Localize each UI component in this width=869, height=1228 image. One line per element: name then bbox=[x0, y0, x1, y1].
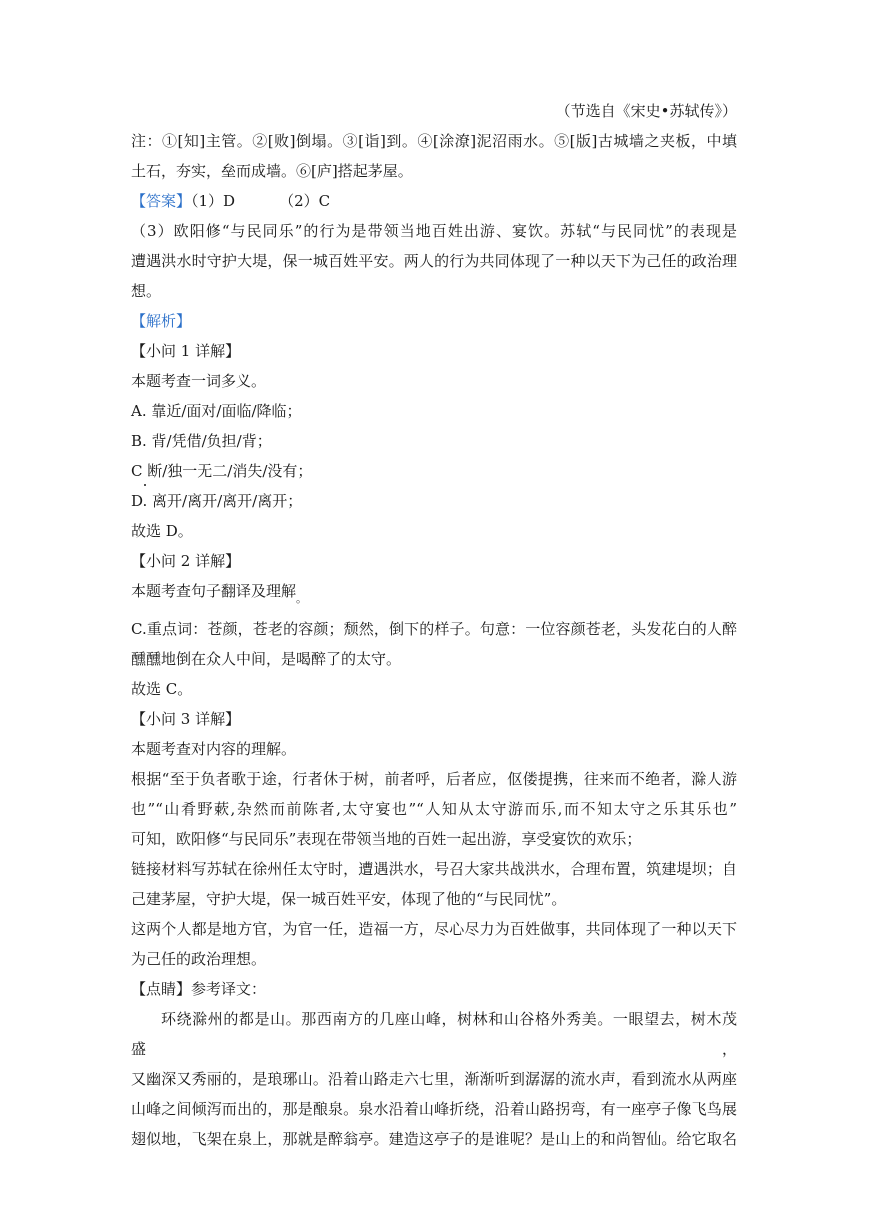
answer-part-3-line-2: 遭遇洪水时守护大堤，保一城百姓平安。两人的行为共同体现了一种以天下为己任的政治理 bbox=[131, 252, 737, 270]
q3-line-6: 己建茅屋，守护大堤，保一城百姓平安，体现了他的“与民同忧”。 bbox=[131, 890, 567, 908]
q2-heading: 【小问 2 详解】 bbox=[131, 552, 241, 570]
note-line-2: 土石，夯实，垒而成墙。⑥[庐]搭起茅屋。 bbox=[131, 162, 413, 180]
translation-line-4: 翅似地，飞架在泉上，那就是醉翁亭。建造这亭子的是谁呢？是山上的和尚智仙。给它取名 bbox=[131, 1130, 737, 1148]
translation-line-2: 又幽深又秀丽的，是琅琊山。沿着山路走六七里，渐渐听到潺潺的流水声，看到流水从两座 bbox=[131, 1070, 737, 1088]
q1-line-6: 故选 D。 bbox=[131, 522, 193, 540]
q2-intro: 本题考查句子翻译及理解 bbox=[131, 582, 297, 600]
q1-heading: 【小问 1 详解】 bbox=[131, 342, 241, 360]
translation-line-1: 环绕滁州的都是山。那西南方的几座山峰，树林和山谷格外秀美。一眼望去，树木茂盛， bbox=[131, 1010, 737, 1058]
q1-line-3: B. 背/凭借/负担/背； bbox=[131, 432, 272, 450]
note-line-1: 注：①[知]主管。②[败]倒塌。③[诣]到。④[涂潦]泥沼雨水。⑤[版]古城墙之夹板，中填 bbox=[131, 132, 737, 150]
q1-line-5: D. 离开/离开/离开/离开； bbox=[131, 492, 303, 510]
q3-heading: 【小问 3 详解】 bbox=[131, 710, 241, 728]
answer-part-3-line-1: （3）欧阳修“与民同乐”的行为是带领当地百姓出游、宴饮。苏轼“与民同忧”的表现是 bbox=[131, 222, 737, 240]
q3-line-1: 本题考查对内容的理解。 bbox=[131, 740, 297, 758]
source-citation: （节选自《宋史•苏轼传》） bbox=[555, 102, 737, 120]
q2-line-1: C.重点词：苍颜，苍老的容颜；颓然，倒下的样子。句意：一位容颜苍老，头发花白的人醉 bbox=[131, 620, 737, 638]
document-page bbox=[131, 96, 737, 1154]
answer-part-3-line-3: 想。 bbox=[131, 282, 162, 300]
q3-line-2: 根据“至于负者歌于途，行者休于树，前者呼，后者应，伛偻提携，往来而不绝者，滁人游 bbox=[131, 770, 737, 788]
emphasis-dot bbox=[144, 484, 146, 486]
translation-line-3: 山峰之间倾泻而出的，那是酿泉。泉水沿着山峰折绕，沿着山路拐弯，有一座亭子像飞鸟展 bbox=[131, 1100, 737, 1118]
answer-part-2: （2）C bbox=[279, 192, 331, 210]
q3-line-3: 也”“山肴野蔌,杂然而前陈者,太守宴也”“人知从太守游而乐,而不知太守之乐其乐也” bbox=[131, 800, 737, 818]
q2-intro-mark: 。 bbox=[296, 592, 308, 605]
q1-line-1: 本题考查一词多义。 bbox=[131, 372, 267, 390]
analysis-label: 【解析】 bbox=[131, 312, 192, 330]
q3-line-7: 这两个人都是地方官，为官一任，造福一方，尽心尽力为百姓做事，共同体现了一种以天下 bbox=[131, 920, 737, 938]
q3-line-4: 可知，欧阳修“与民同乐”表现在带领当地的百姓一起出游，享受宴饮的欢乐； bbox=[131, 830, 642, 848]
q3-line-8: 为己任的政治理想。 bbox=[131, 950, 267, 968]
q2-line-2: 醺醺地倒在众人中间，是喝醉了的太守。 bbox=[131, 650, 402, 668]
q2-intro-line bbox=[131, 576, 737, 614]
answer-label: 【答案】 bbox=[131, 192, 192, 210]
answer-part-1: （1）D bbox=[191, 192, 236, 210]
q1-line-4: C 断/独一无二/消失/没有； bbox=[131, 462, 313, 480]
comment-label: 【点睛】参考译文： bbox=[131, 980, 267, 998]
q1-line-2: A. 靠近/面对/面临/降临； bbox=[131, 402, 302, 420]
q2-line-3: 故选 C。 bbox=[131, 680, 193, 698]
answer-line bbox=[131, 186, 737, 216]
q3-line-5: 链接材料写苏轼在徐州任太守时，遭遇洪水，号召大家共战洪水，合理布置，筑建堤坝；自 bbox=[131, 860, 737, 878]
